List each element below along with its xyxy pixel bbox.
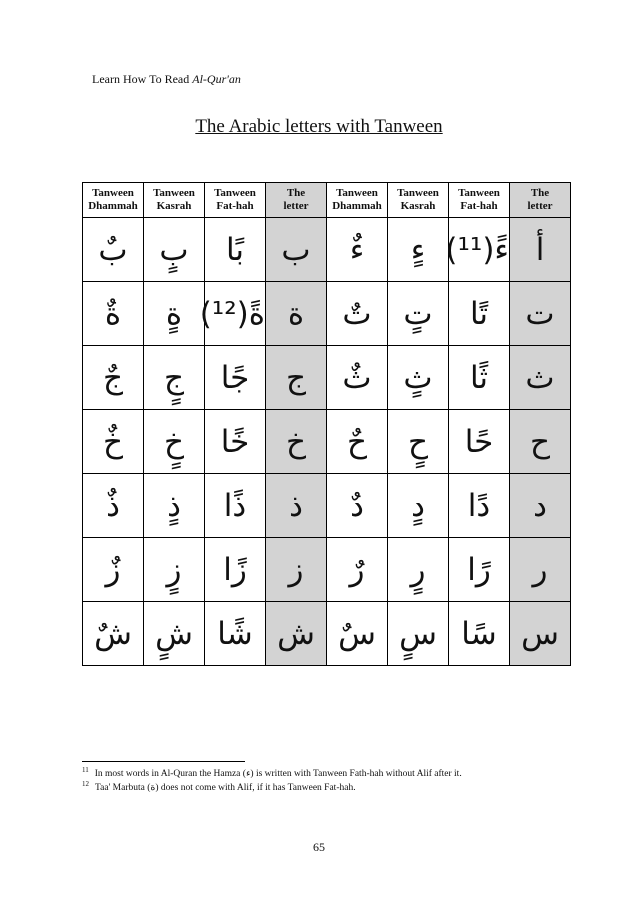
table-cell: خًا: [205, 410, 266, 474]
table-row: [83, 474, 571, 538]
table-cell: دًا: [449, 474, 510, 538]
table-cell: ت: [510, 282, 571, 346]
table-cell: تًا: [449, 282, 510, 346]
table-cell: ثٍ: [388, 346, 449, 410]
footnote-number: 12: [82, 780, 89, 788]
column-header: Tanween Fat-hah: [205, 183, 266, 218]
table-cell: ءٌ: [327, 218, 388, 282]
table-cell: خ: [266, 410, 327, 474]
column-header: Tanween Dhammah: [327, 183, 388, 218]
footnote-text: In most words in Al-Quran the Hamza (ء) is written with Tanween Fath-hah without Alif after it.: [94, 769, 462, 780]
table-cell: ذًا: [205, 474, 266, 538]
table-cell: ث: [510, 346, 571, 410]
table-cell: شًا: [205, 602, 266, 666]
table-cell: دٍ: [388, 474, 449, 538]
table-cell: تٍ: [388, 282, 449, 346]
table-cell: شٍ: [144, 602, 205, 666]
table-cell: ز: [266, 538, 327, 602]
table-cell: رٌ: [327, 538, 388, 602]
table-row: [83, 410, 571, 474]
table-cell: ذٍ: [144, 474, 205, 538]
table-row: [83, 282, 571, 346]
table-cell: ءٍ: [388, 218, 449, 282]
column-header: Tanween Dhammah: [83, 183, 144, 218]
table-row: [83, 218, 571, 282]
column-header: The letter: [266, 183, 327, 218]
table-cell: زٍ: [144, 538, 205, 602]
table-cell: حٍ: [388, 410, 449, 474]
column-header: Tanween Fat-hah: [449, 183, 510, 218]
table-cell: ب: [266, 218, 327, 282]
page-title: The Arabic letters with Tanween: [195, 116, 443, 137]
column-header: Tanween Kasrah: [144, 183, 205, 218]
table-cell: تٌ: [327, 282, 388, 346]
table-cell: سًا: [449, 602, 510, 666]
footnote-number: 11: [82, 766, 89, 774]
footnote-11: [82, 766, 462, 779]
table-cell: ش: [266, 602, 327, 666]
column-header: The letter: [510, 183, 571, 218]
table-cell: زٌ: [83, 538, 144, 602]
table-cell: بٍ: [144, 218, 205, 282]
running-header: [92, 72, 241, 87]
table-row: [83, 346, 571, 410]
table-cell: زًا: [205, 538, 266, 602]
table-cell: جٍ: [144, 346, 205, 410]
table-cell: ةً(¹²): [205, 282, 266, 346]
table-cell: ثٌ: [327, 346, 388, 410]
table-cell: ة: [266, 282, 327, 346]
footnote-divider: [82, 761, 245, 762]
table-cell: جًا: [205, 346, 266, 410]
header-italic: Al-Qur'an: [192, 72, 241, 86]
table-header-row: [83, 183, 571, 218]
column-header: Tanween Kasrah: [388, 183, 449, 218]
table-cell: د: [510, 474, 571, 538]
table-cell: حٌ: [327, 410, 388, 474]
header-text: Learn How To Read: [92, 72, 193, 86]
footnote-12: [82, 780, 356, 793]
table-cell: شٌ: [83, 602, 144, 666]
table-cell: ذٌ: [83, 474, 144, 538]
table-cell: ءً(¹¹): [449, 218, 510, 282]
table-cell: خٌ: [83, 410, 144, 474]
table-cell: جٌ: [83, 346, 144, 410]
table-cell: أ: [510, 218, 571, 282]
footnote-text: Taa' Marbuta (ة) does not come with Alif, if it has Tanween Fat-hah.: [95, 783, 356, 794]
table-cell: خٍ: [144, 410, 205, 474]
table-cell: سٍ: [388, 602, 449, 666]
table-cell: ذ: [266, 474, 327, 538]
tanween-table: [82, 182, 571, 666]
table-row: [83, 538, 571, 602]
table-cell: بٌ: [83, 218, 144, 282]
table-cell: ج: [266, 346, 327, 410]
table-cell: دٌ: [327, 474, 388, 538]
table-cell: رًا: [449, 538, 510, 602]
table-cell: رٍ: [388, 538, 449, 602]
table-cell: سٌ: [327, 602, 388, 666]
table-cell: ةٌ: [83, 282, 144, 346]
table-cell: حًا: [449, 410, 510, 474]
table-cell: ثًا: [449, 346, 510, 410]
table-cell: س: [510, 602, 571, 666]
table-row: [83, 602, 571, 666]
table-cell: بًا: [205, 218, 266, 282]
table-cell: ر: [510, 538, 571, 602]
table-cell: ح: [510, 410, 571, 474]
table-cell: ةٍ: [144, 282, 205, 346]
page-number: 65: [313, 840, 325, 854]
